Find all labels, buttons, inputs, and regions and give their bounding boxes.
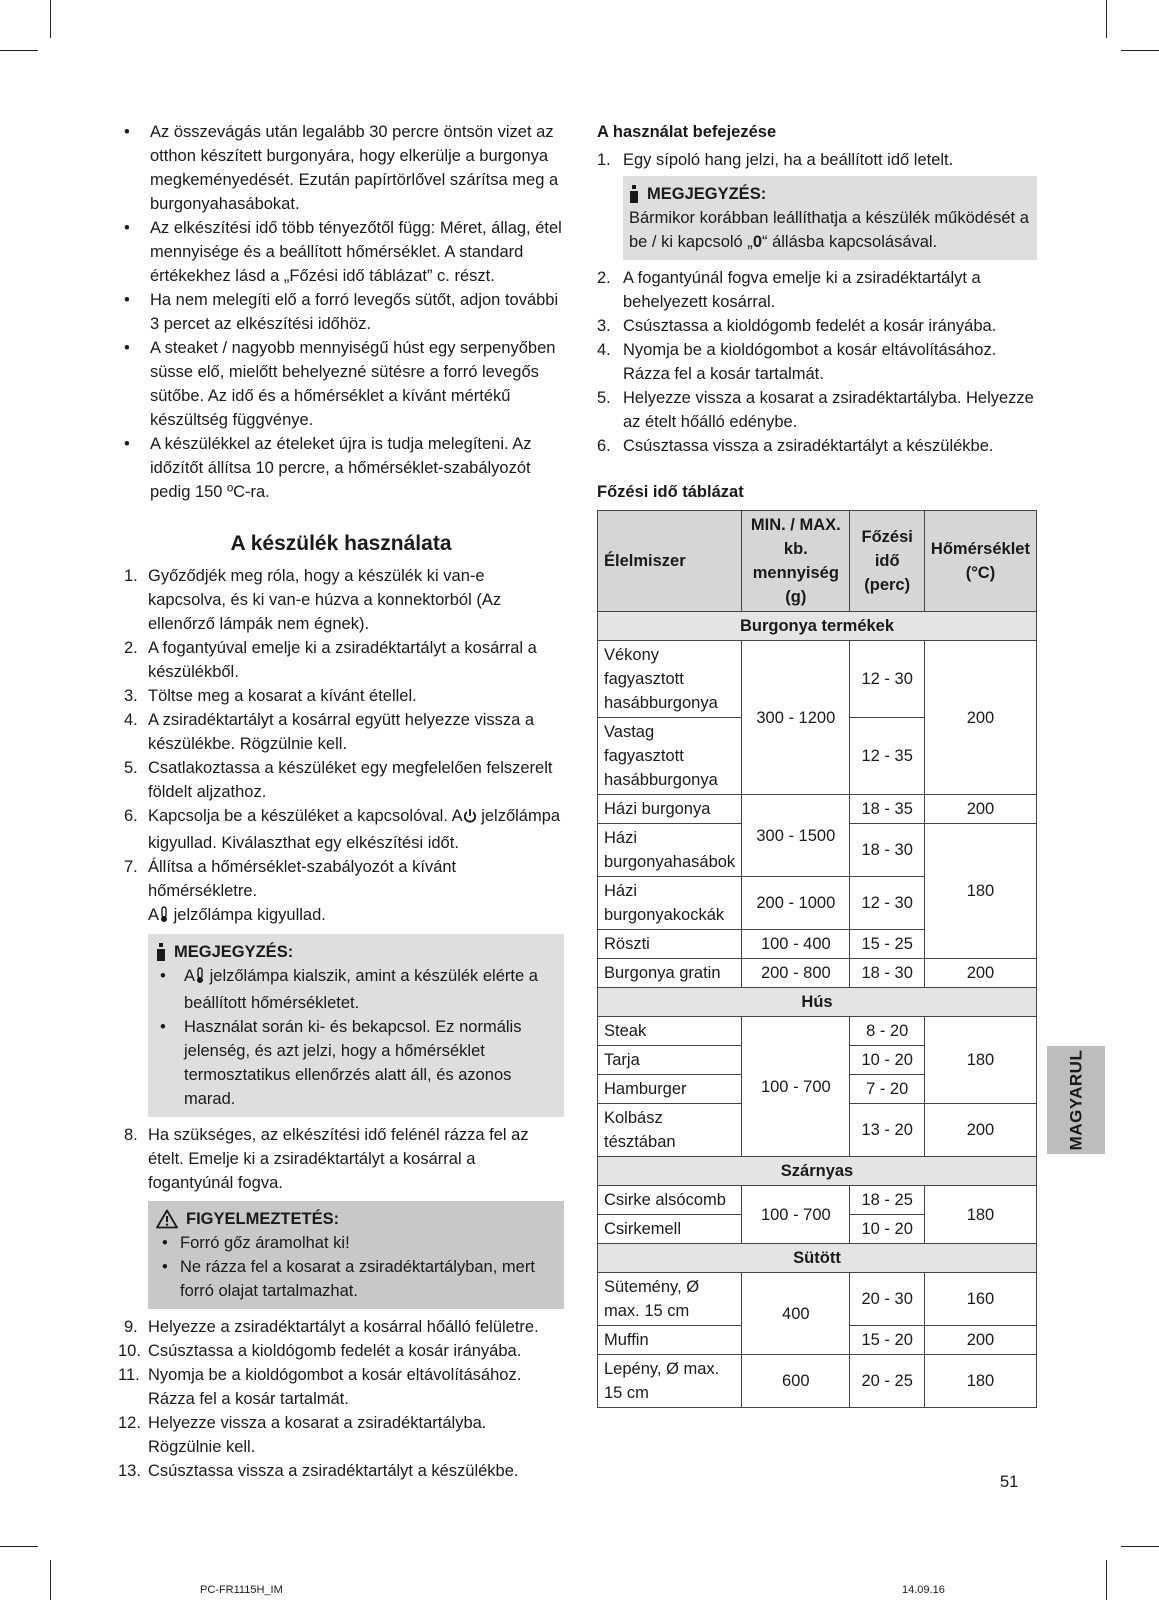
step-number: 5.	[597, 389, 611, 407]
table-cell: Vékony fagyasztott hasábburgonya	[598, 641, 742, 718]
table-row	[598, 1186, 1037, 1215]
step-text: Csatlakoztassa a készüléket egy megfelelően felszerelt földelt aljzathoz.	[148, 759, 553, 801]
list-item: • Használat során ki- és bekapcsol. Ez normális jelenség, és azt jelzi, hogy a hőmérséklet termosztatikus ellenőrzés alatt áll, és azonos marad.	[156, 1015, 556, 1111]
table-cell: 180	[924, 1355, 1036, 1408]
step-text: Győződjék meg róla, hogy a készülék ki van-e kapcsolva, és ki van-e húzva a konnektorból (Az ellenőrző lámpák nem égnek).	[148, 567, 502, 633]
table-cell: 600	[742, 1355, 850, 1408]
list-item	[597, 314, 1037, 338]
step-text: jelzőlámpa kigyullad.	[173, 906, 326, 924]
step-text: jelzőlámpa kigyullad. Kiválaszthat egy elkészítési időt.	[148, 807, 561, 852]
list-item	[118, 855, 564, 930]
table-row	[598, 641, 1037, 718]
info-icon	[156, 942, 166, 962]
table-cell: Csirkemell	[598, 1215, 742, 1244]
table-cell: 12 - 30	[850, 877, 924, 930]
step-text: Csúsztassa a kioldógomb fedelét a kosár irányába.	[623, 317, 997, 335]
table-cell: 200	[924, 795, 1036, 824]
end-steps	[597, 148, 1037, 172]
table-cell: 300 - 1200	[742, 641, 850, 795]
step-text: Egy sípoló hang jelzi, ha a beállított idő letelt.	[623, 151, 954, 169]
list-item	[597, 338, 1037, 386]
step-text: A fogantyúval emelje ki a zsiradéktartályt a kosárral a készülékből.	[148, 639, 537, 681]
note-bullets	[156, 964, 556, 1111]
language-tab	[1047, 1046, 1105, 1154]
table-header: Hőmérséklet (°C)	[924, 511, 1036, 612]
intro-bullet-list	[118, 120, 564, 504]
list-item	[597, 434, 1037, 458]
table-category: Sütött	[598, 1244, 1037, 1273]
list-item	[118, 1363, 564, 1411]
table-cell: 20 - 30	[850, 1273, 924, 1326]
table-cell: Röszti	[598, 930, 742, 959]
step-number: 10.	[118, 1342, 141, 1360]
footer-date: 14.09.16	[902, 1584, 945, 1596]
step-text: A fogantyúnál fogva emelje ki a zsiradéktartályt a behelyezett kosárral.	[623, 269, 981, 311]
note-box	[148, 934, 564, 1117]
list-item	[118, 1315, 564, 1339]
note-text: A	[184, 967, 196, 985]
note-title-text: MEGJEGYZÉS:	[647, 185, 767, 203]
usage-steps-continued	[118, 1123, 564, 1195]
step-number: 1.	[124, 567, 138, 585]
step-text: Csúsztassa vissza a zsiradéktartályt a készülékbe.	[623, 437, 994, 455]
left-column	[118, 120, 564, 1483]
step-number: 1.	[597, 151, 611, 169]
table-title: Főzési idő táblázat	[597, 483, 744, 501]
section-title: A készülék használata	[230, 532, 452, 555]
step-text: Ha szükséges, az elkészítési idő felénél rázza fel az ételt. Emelje ki a zsiradéktartályt a kosárral a fogantyúnál fogva.	[148, 1126, 529, 1192]
step-text: Csúsztassa vissza a zsiradéktartályt a készülékbe.	[148, 1462, 519, 1480]
list-item	[118, 1123, 564, 1195]
thermometer-icon	[195, 967, 205, 991]
table-cell: Kolbász tésztában	[598, 1104, 742, 1157]
table-cell: 100 - 700	[742, 1186, 850, 1244]
list-item	[156, 964, 556, 1015]
table-cell: 18 - 30	[850, 959, 924, 988]
crop-mark	[1106, 1560, 1107, 1600]
table-category-row	[598, 1244, 1037, 1273]
cooking-time-table	[597, 510, 1037, 1408]
table-cell: 300 - 1500	[742, 795, 850, 877]
step-number: 4.	[597, 341, 611, 359]
table-category-row	[598, 1157, 1037, 1186]
table-row	[598, 1273, 1037, 1326]
table-category-row	[598, 988, 1037, 1017]
list-item	[118, 684, 564, 708]
crop-mark	[50, 0, 51, 38]
note-title	[156, 940, 556, 964]
note-title-text: MEGJEGYZÉS:	[174, 943, 294, 961]
table-cell: 200	[924, 641, 1036, 795]
step-text: A zsiradéktartályt a kosárral együtt helyezze vissza a készülékbe. Rögzülnie kell.	[148, 711, 535, 753]
list-item	[118, 564, 564, 636]
step-number: 3.	[597, 317, 611, 335]
end-note-box	[623, 176, 1037, 260]
table-cell: 12 - 35	[850, 718, 924, 795]
table-row	[598, 1017, 1037, 1046]
language-tab-label: MAGYARUL	[1066, 1049, 1085, 1151]
step-number: 6.	[597, 437, 611, 455]
table-cell: 7 - 20	[850, 1075, 924, 1104]
table-cell: 400	[742, 1273, 850, 1355]
right-column	[597, 120, 1037, 1408]
step-text: A	[148, 906, 160, 924]
table-cell: 18 - 25	[850, 1186, 924, 1215]
crop-mark	[1106, 0, 1107, 38]
note-text-part: “ állásba kapcsolásával.	[762, 233, 938, 251]
table-cell: Sütemény, Ø max. 15 cm	[598, 1273, 742, 1326]
list-item	[597, 266, 1037, 314]
step-number: 4.	[124, 711, 138, 729]
thermometer-icon	[159, 906, 169, 930]
step-number: 11.	[118, 1366, 140, 1384]
list-item	[118, 636, 564, 684]
footer-document-id: PC-FR1115H_IM	[200, 1584, 283, 1596]
table-header-row	[598, 511, 1037, 612]
info-icon	[629, 184, 639, 204]
list-item	[118, 804, 564, 855]
list-item: • Ha nem melegíti elő a forró levegős sütőt, adjon további 3 percet az elkészítési időhöz.	[118, 288, 564, 336]
table-cell: 13 - 20	[850, 1104, 924, 1157]
table-header: Főzési idő (perc)	[850, 511, 924, 612]
step-number: 2.	[124, 639, 138, 657]
step-text: Töltse meg a kosarat a kívánt étellel.	[148, 687, 417, 705]
warning-box	[148, 1201, 564, 1309]
end-of-use-title: A használat befejezése	[597, 123, 777, 141]
note-title	[629, 182, 1031, 206]
warning-bullets	[156, 1231, 556, 1303]
table-header: MIN. / MAX. kb. mennyiség (g)	[742, 511, 850, 612]
step-text: Helyezze a zsiradéktartályt a kosárral hőálló felületre.	[148, 1318, 539, 1336]
list-item: • A készülékkel az ételeket újra is tudja melegíteni. Az időzítőt állítsa 10 percre, a hőmérséklet-szabályozót pedig 150 ºC-ra.	[118, 432, 564, 504]
step-text: Helyezze vissza a kosarat a zsiradéktartályba. Helyezze az ételt hőálló edénybe.	[623, 389, 1034, 431]
step-text: Helyezze vissza a kosarat a zsiradéktartályba. Rögzülnie kell.	[148, 1414, 487, 1456]
power-icon	[463, 807, 477, 831]
crop-mark	[50, 1560, 51, 1600]
list-item	[597, 148, 1037, 172]
note-text-part: Bármikor korábban leállíthatja a készülék működését a be / ki kapcsoló „	[629, 209, 1029, 251]
table-cell: 10 - 20	[850, 1215, 924, 1244]
table-cell: Házi burgonya	[598, 795, 742, 824]
list-item	[118, 1459, 564, 1483]
table-cell: Lepény, Ø max. 15 cm	[598, 1355, 742, 1408]
table-cell: 10 - 20	[850, 1046, 924, 1075]
table-row	[598, 795, 1037, 824]
warning-title	[156, 1207, 556, 1231]
table-cell: 200	[924, 1326, 1036, 1355]
table-cell: 180	[924, 824, 1036, 959]
note-text: jelzőlámpa kialszik, amint a készülék elérte a beállított hőmérsékletet.	[184, 967, 538, 1012]
step-number: 3.	[124, 687, 138, 705]
table-cell: Tarja	[598, 1046, 742, 1075]
list-item: • Forró gőz áramolhat ki!	[156, 1231, 556, 1255]
table-cell: 15 - 20	[850, 1326, 924, 1355]
table-cell: 200	[924, 959, 1036, 988]
table-cell: 200 - 800	[742, 959, 850, 988]
table-cell: Muffin	[598, 1326, 742, 1355]
step-text: Nyomja be a kioldógombot a kosár eltávolításához. Rázza fel a kosár tartalmát.	[148, 1366, 522, 1408]
table-cell: 100 - 700	[742, 1017, 850, 1157]
table-cell: 15 - 25	[850, 930, 924, 959]
table-category: Szárnyas	[598, 1157, 1037, 1186]
table-cell: Hamburger	[598, 1075, 742, 1104]
table-cell: 160	[924, 1273, 1036, 1326]
list-item: • Ne rázza fel a kosarat a zsiradéktartályban, mert forró olajat tartalmazhat.	[156, 1255, 556, 1303]
table-cell: 200 - 1000	[742, 877, 850, 930]
table-cell: Burgonya gratin	[598, 959, 742, 988]
page-number: 51	[1000, 1473, 1019, 1491]
warning-triangle-icon	[156, 1209, 178, 1229]
table-category: Burgonya termékek	[598, 612, 1037, 641]
step-number: 6.	[124, 807, 138, 825]
table-cell: 180	[924, 1017, 1036, 1104]
table-cell: Házi burgonyahasábok	[598, 824, 742, 877]
end-steps-continued	[597, 266, 1037, 458]
crop-mark	[0, 1546, 38, 1547]
step-text: Állítsa a hőmérséklet-szabályozót a kívánt hőmérsékletre.	[148, 858, 457, 900]
crop-mark	[1121, 50, 1159, 51]
table-cell: Steak	[598, 1017, 742, 1046]
table-cell: Csirke alsócomb	[598, 1186, 742, 1215]
table-cell: 18 - 30	[850, 824, 924, 877]
step-text: Kapcsolja be a készüléket a kapcsolóval. A	[148, 807, 463, 825]
warning-title-text: FIGYELMEZTETÉS:	[186, 1210, 340, 1228]
table-header: Élelmiszer	[598, 511, 742, 612]
list-item: • A steaket / nagyobb mennyiségű húst egy serpenyőben süsse elő, mielőtt behelyezné sütésre a forró levegős sütőbe. Az idő és a hőmérséklet a kívánt mértékű készültség függvénye.	[118, 336, 564, 432]
table-category-row	[598, 612, 1037, 641]
step-number: 2.	[597, 269, 611, 287]
table-cell: 8 - 20	[850, 1017, 924, 1046]
step-number: 7.	[124, 858, 138, 876]
table-cell: 12 - 30	[850, 641, 924, 718]
table-cell: 18 - 35	[850, 795, 924, 824]
table-category: Hús	[598, 988, 1037, 1017]
table-cell: Házi burgonyakockák	[598, 877, 742, 930]
usage-steps-final	[118, 1315, 564, 1483]
list-item: • Az összevágás után legalább 30 percre öntsön vizet az otthon készített burgonyára, hogy elkerülje a burgonya megkeményedését. Ezután papírtörlővel szárítsa meg a burgonyahasábokat.	[118, 120, 564, 216]
step-number: 13.	[118, 1462, 141, 1480]
list-item	[118, 708, 564, 756]
table-row	[598, 959, 1037, 988]
usage-steps	[118, 564, 564, 930]
table-cell: 20 - 25	[850, 1355, 924, 1408]
step-number: 5.	[124, 759, 138, 777]
list-item: • Az elkészítési idő több tényezőtől függ: Méret, állag, étel mennyisége és a beállított hőmérséklet. A standard értékekhez lásd a „Főzési idő táblázat” c. részt.	[118, 216, 564, 288]
table-cell: 100 - 400	[742, 930, 850, 959]
step-number: 9.	[124, 1318, 138, 1336]
step-text: Nyomja be a kioldógombot a kosár eltávolításához. Rázza fel a kosár tartalmát.	[623, 341, 997, 383]
table-cell: Vastag fagyasztott hasábburgonya	[598, 718, 742, 795]
crop-mark	[1121, 1546, 1159, 1547]
table-row	[598, 1355, 1037, 1408]
table-cell: 180	[924, 1186, 1036, 1244]
list-item	[597, 386, 1037, 434]
table-cell: 200	[924, 1104, 1036, 1157]
switch-position: 0	[752, 233, 762, 251]
list-item	[118, 1339, 564, 1363]
step-text: Csúsztassa a kioldógomb fedelét a kosár irányába.	[148, 1342, 522, 1360]
list-item	[118, 756, 564, 804]
step-number: 12.	[118, 1414, 141, 1432]
step-number: 8.	[124, 1126, 138, 1144]
list-item	[118, 1411, 564, 1459]
note-text	[629, 206, 1031, 254]
crop-mark	[0, 50, 38, 51]
